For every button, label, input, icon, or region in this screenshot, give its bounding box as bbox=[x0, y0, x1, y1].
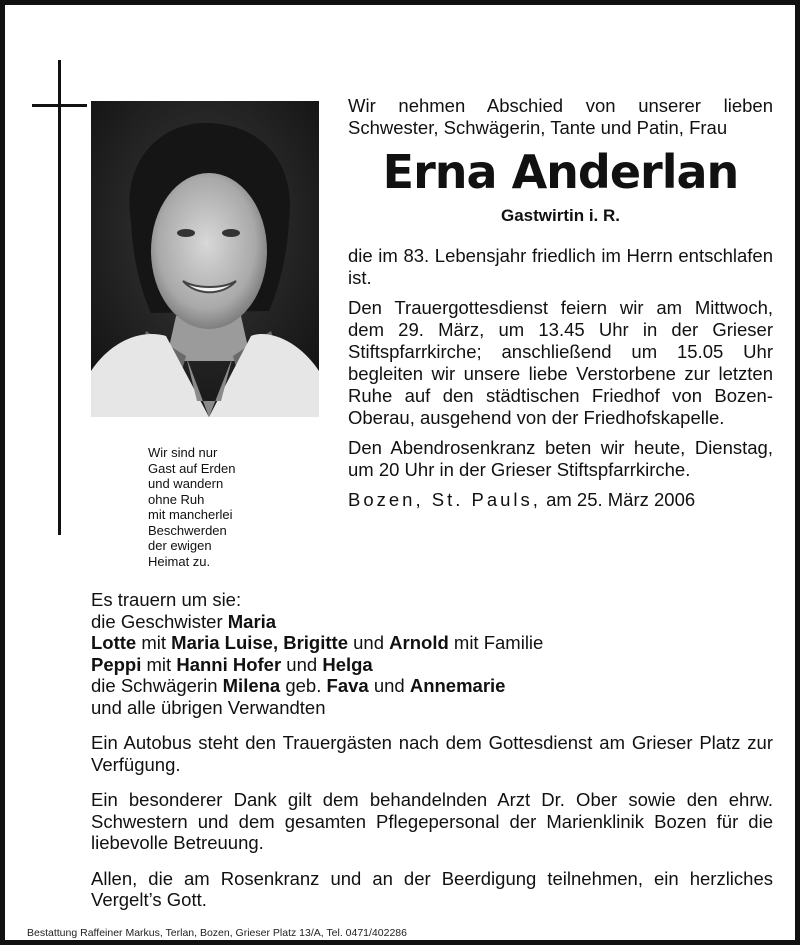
mourner-name: Arnold bbox=[389, 632, 449, 653]
service-text: Den Trauergottesdienst feiern wir am Mittwoch, dem 29. März, um 13.45 Uhr in der Grieser Stiftspfarrkirche; anschließend um 15.05 Uhr begleiten wir unsere liebe Verstorbene zur letzten Ruhe auf den städtischen Friedhof von Bozen-Oberau, ausgehend von der Friedhofskapelle. bbox=[348, 297, 773, 428]
mourner-name: Maria bbox=[227, 610, 277, 632]
date: am 25. März 2006 bbox=[546, 489, 696, 510]
mourners-section bbox=[91, 589, 773, 925]
cross-icon-bar bbox=[32, 104, 87, 107]
intro-line-2: Schwester, Schwägerin, Tante und Patin, Frau bbox=[348, 117, 728, 138]
mourners-line: und alle übrigen Verwandten bbox=[91, 696, 326, 718]
mourner-name: Milena bbox=[222, 675, 281, 696]
poem-line: Beschwerden bbox=[148, 522, 227, 538]
mourner-text: die Geschwister bbox=[91, 610, 228, 632]
mourners-line bbox=[91, 654, 773, 676]
mourner-text: und bbox=[348, 632, 390, 653]
mourner-name: Helga bbox=[322, 653, 373, 675]
mourners-line bbox=[91, 675, 773, 697]
poem-line: der ewigen bbox=[148, 538, 212, 553]
poem-line: Heimat zu. bbox=[148, 553, 211, 569]
place: Bozen, St. Pauls, bbox=[348, 489, 541, 510]
poem-line: Gast auf Erden bbox=[148, 460, 236, 476]
mourner-name: Peppi bbox=[91, 653, 142, 675]
mourner-text: geb. bbox=[280, 675, 327, 696]
cross-icon bbox=[58, 60, 61, 535]
mourner-text: mit bbox=[136, 632, 172, 653]
bus-text: Ein Autobus steht den Trauergästen nach dem Gottesdienst am Grieser Platz zur Verfügung. bbox=[91, 732, 773, 775]
mourner-name: Fava bbox=[326, 675, 369, 696]
poem-line: ohne Ruh bbox=[148, 491, 205, 507]
rosary-text: Den Abendrosenkranz beten wir heute, Dienstag, um 20 Uhr in der Grieser Stiftspfarrkirche. bbox=[348, 437, 773, 480]
mourner-text: mit Familie bbox=[448, 632, 544, 653]
deceased-profession: Gastwirtin i. R. bbox=[500, 206, 621, 225]
funeral-home-footer: Bestattung Raffeiner Markus, Terlan, Bozen, Grieser Platz 13/A, Tel. 0471/402286 bbox=[27, 927, 407, 939]
closing-text: Allen, die am Rosenkranz und an der Beerdigung teilnehmen, ein herzliches Vergelt’s Gott. bbox=[91, 867, 773, 910]
portrait-photo bbox=[91, 101, 319, 417]
intro-line-1: Wir nehmen Abschied von unserer lieben bbox=[348, 95, 773, 116]
poem-line: Wir sind nur bbox=[148, 445, 218, 460]
mourners-list bbox=[91, 589, 773, 718]
deceased-name: Erna Anderlan bbox=[382, 145, 739, 199]
mourner-name: Maria Luise, Brigitte bbox=[171, 632, 348, 653]
mourner-text: die Schwägerin bbox=[91, 675, 223, 696]
mourner-name: Lotte bbox=[91, 632, 137, 653]
thanks-text: Ein besonderer Dank gilt dem behandelnden Arzt Dr. Ober sowie den ehrw. Schwestern und dem gesamten Pflegepersonal der Marienklinik Bozen für die liebevolle Betreuung. bbox=[91, 789, 773, 853]
poem-line: mit mancherlei bbox=[148, 507, 233, 522]
mourners-intro: Es trauern um sie: bbox=[91, 589, 242, 610]
announcement bbox=[348, 95, 773, 511]
mourner-name: Annemarie bbox=[409, 675, 506, 696]
mourners-line bbox=[91, 611, 773, 633]
mourners-line bbox=[91, 632, 773, 654]
poem-line: und wandern bbox=[148, 476, 224, 491]
place-date bbox=[348, 489, 773, 511]
poem bbox=[148, 445, 308, 569]
mourner-text: und bbox=[281, 653, 323, 675]
mourner-name: Hanni Hofer bbox=[176, 653, 282, 675]
mourner-text: mit bbox=[141, 653, 177, 675]
death-text: die im 83. Lebensjahr friedlich im Herrn entschlafen ist. bbox=[348, 245, 773, 288]
mourner-text: und bbox=[368, 675, 410, 696]
